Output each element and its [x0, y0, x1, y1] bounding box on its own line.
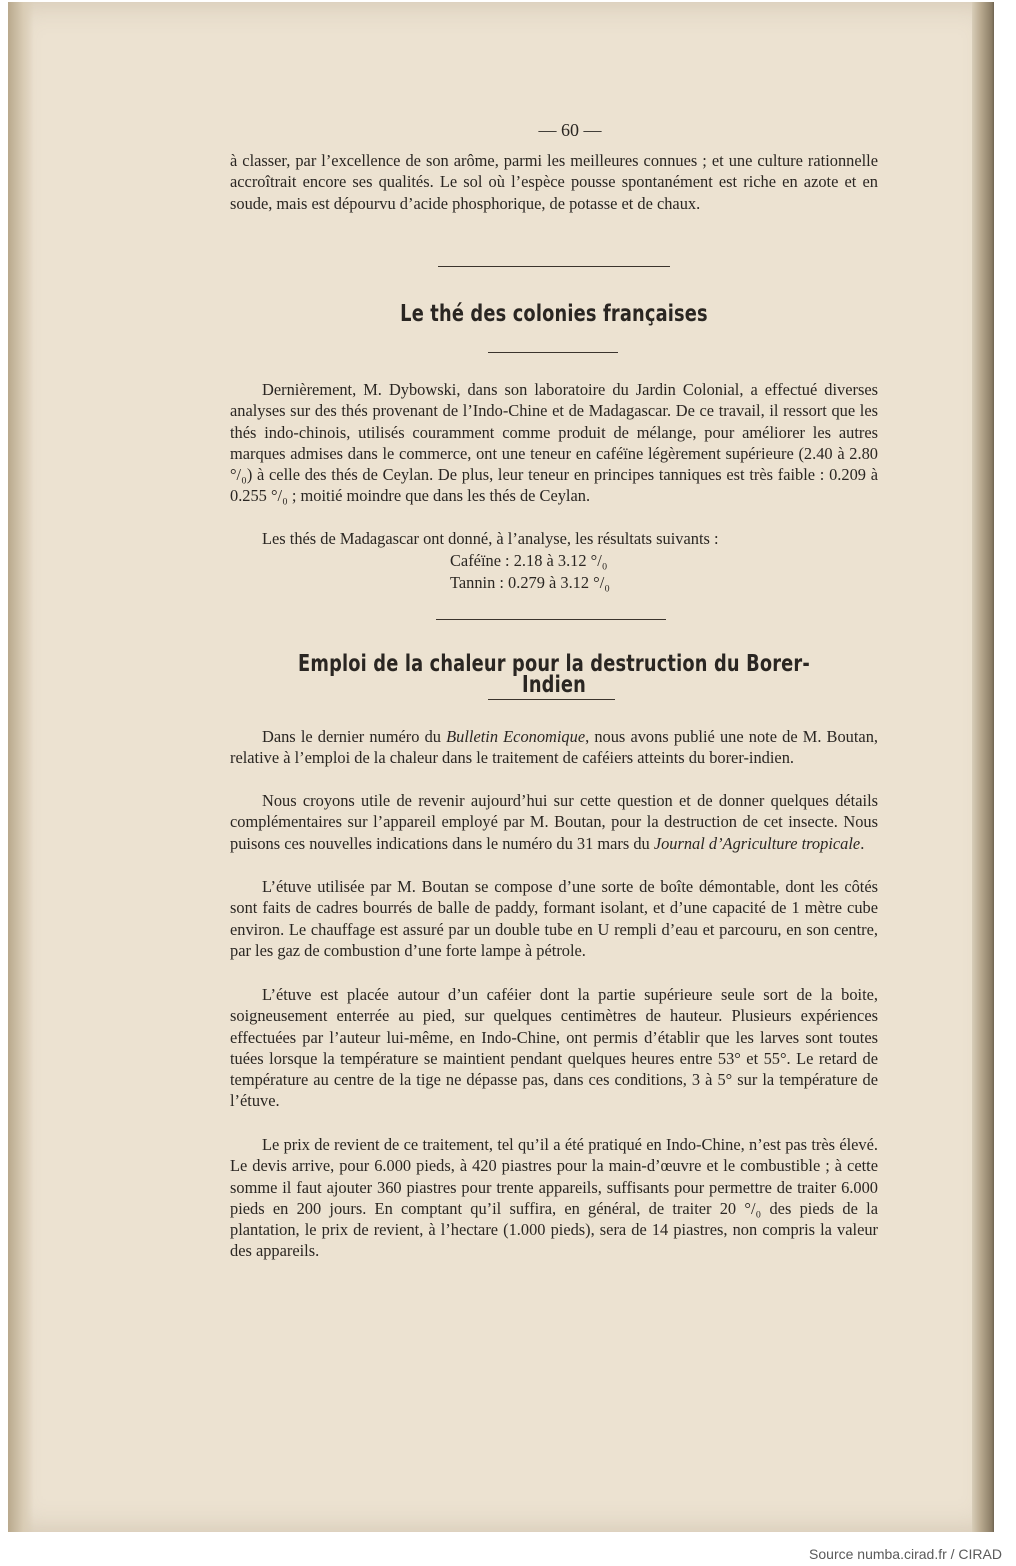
title-underline: [488, 352, 618, 353]
italic-title: Journal d’Agriculture tropicale: [653, 833, 861, 853]
source-credit: Source numba.cirad.fr / CIRAD: [809, 1546, 1002, 1562]
italic-title: Bulletin Economique: [446, 727, 586, 746]
result-tannin: Tannin : 0.279 à 3.12 °/₀: [450, 573, 610, 592]
section2-paragraph: Le prix de revient de ce traitement, tel qu’il a été pratiqué en Indo-Chine, n’est pas très élevé. Le devis arrive, pour 6.000 pieds, à 420 piastres pour la main-d’œuvre et le combustible ; à cette somme il faut ajouter 360 piastres pour trente appareils, suffisants pour permettre de traiter 6.000 pieds en 200 jours. En comptant qu’il suffira, en général, de traiter 20 °/₀ des pieds de la plantation, le prix de revient, à l’hectare (1.000 pieds), sera de 14 piastres, non compris la valeur des appareils.: [230, 1135, 878, 1261]
section1-paragraph: Dernièrement, M. Dybowski, dans son laboratoire du Jardin Colonial, a effectué diverses analyses sur des thés provenant de l’Indo-Chine et de Madagascar. De ce travail, il ressort que les thés indo-chinois, utilisés couramment comme produit de mélange, pour améliorer les autres marques admises dans le commerce, ont une teneur en caféïne légèrement supérieure (2.40 à 2.80 °/₀) à celle des thés de Ceylan. De plus, leur teneur en principes tanniques est très faible : 0.209 à 0.255 °/₀ ; moitié moindre que dans les thés de Ceylan.: [230, 380, 878, 506]
section-divider: [438, 266, 670, 267]
section2-paragraph: Nous croyons utile de revenir aujourd’hui sur cette question et de donner quelques détails complémentaires sur l’appareil employé par M. Boutan, pour la destruction de cet insecte. Nous puisons ces nouvelles indications dans le numéro du 31 mars du Journal d’Agriculture tropicale.: [230, 791, 878, 853]
page-binding-shadow: [8, 2, 34, 1532]
section2-title: Emploi de la chaleur pour la destruction du Borer-Indien: [298, 651, 810, 699]
section1-paragraph-results: Les thés de Madagascar ont donné, à l’analyse, les résultats suivants :: [262, 529, 719, 548]
section2-paragraph: L’étuve est placée autour d’un caféier dont la partie supérieure seule sort de la boite, soigneusement enterrée au pied, sur quelques centimètres de hauteur. Plusieurs expériences effectuées par l’auteur lui-même, en Indo-Chine, ont permis d’établir que les larves sont toutes tuées lorsque la température se maintient pendant quelques heures entre 53° et 55°. Le retard de température au centre de la tige ne dépasse pas, dans ces conditions, 3 à 5° sur la température de l’étuve.: [230, 985, 878, 1111]
section1-title: Le thé des colonies françaises: [400, 301, 708, 327]
section2-paragraph: L’étuve utilisée par M. Boutan se compose d’une sorte de boîte démontable, dont les côtés sont faits de cadres bourrés de balle de paddy, formant isolant, et d’une capacité de 1 mètre cube environ. Le chauffage est assuré par un double tube en U rempli d’eau et parcouru, en son centre, par les gaz de combustion d’une forte lampe à pétrole.: [230, 877, 878, 960]
title-underline: [488, 699, 615, 700]
section2-paragraph: Dans le dernier numéro du Bulletin Economique, nous avons publié une note de M. Boutan, relative à l’emploi de la chaleur dans le traitement de caféiers atteints du borer-indien.: [230, 727, 879, 768]
intro-paragraph: à classer, par l’excellence de son arôme, parmi les meilleures connues ; et une culture rationnelle accroîtrait encore ses qualités. Le sol où l’espèce pousse spontanément est riche en azote et en soude, mais est dépourvu d’acide phosphorique, de potasse et de chaux.: [230, 151, 878, 213]
page-edge-stack: [972, 2, 994, 1532]
result-cafeine: Caféïne : 2.18 à 3.12 °/₀: [450, 551, 608, 570]
section-divider: [436, 619, 666, 620]
page-number: — 60 —: [538, 120, 602, 140]
